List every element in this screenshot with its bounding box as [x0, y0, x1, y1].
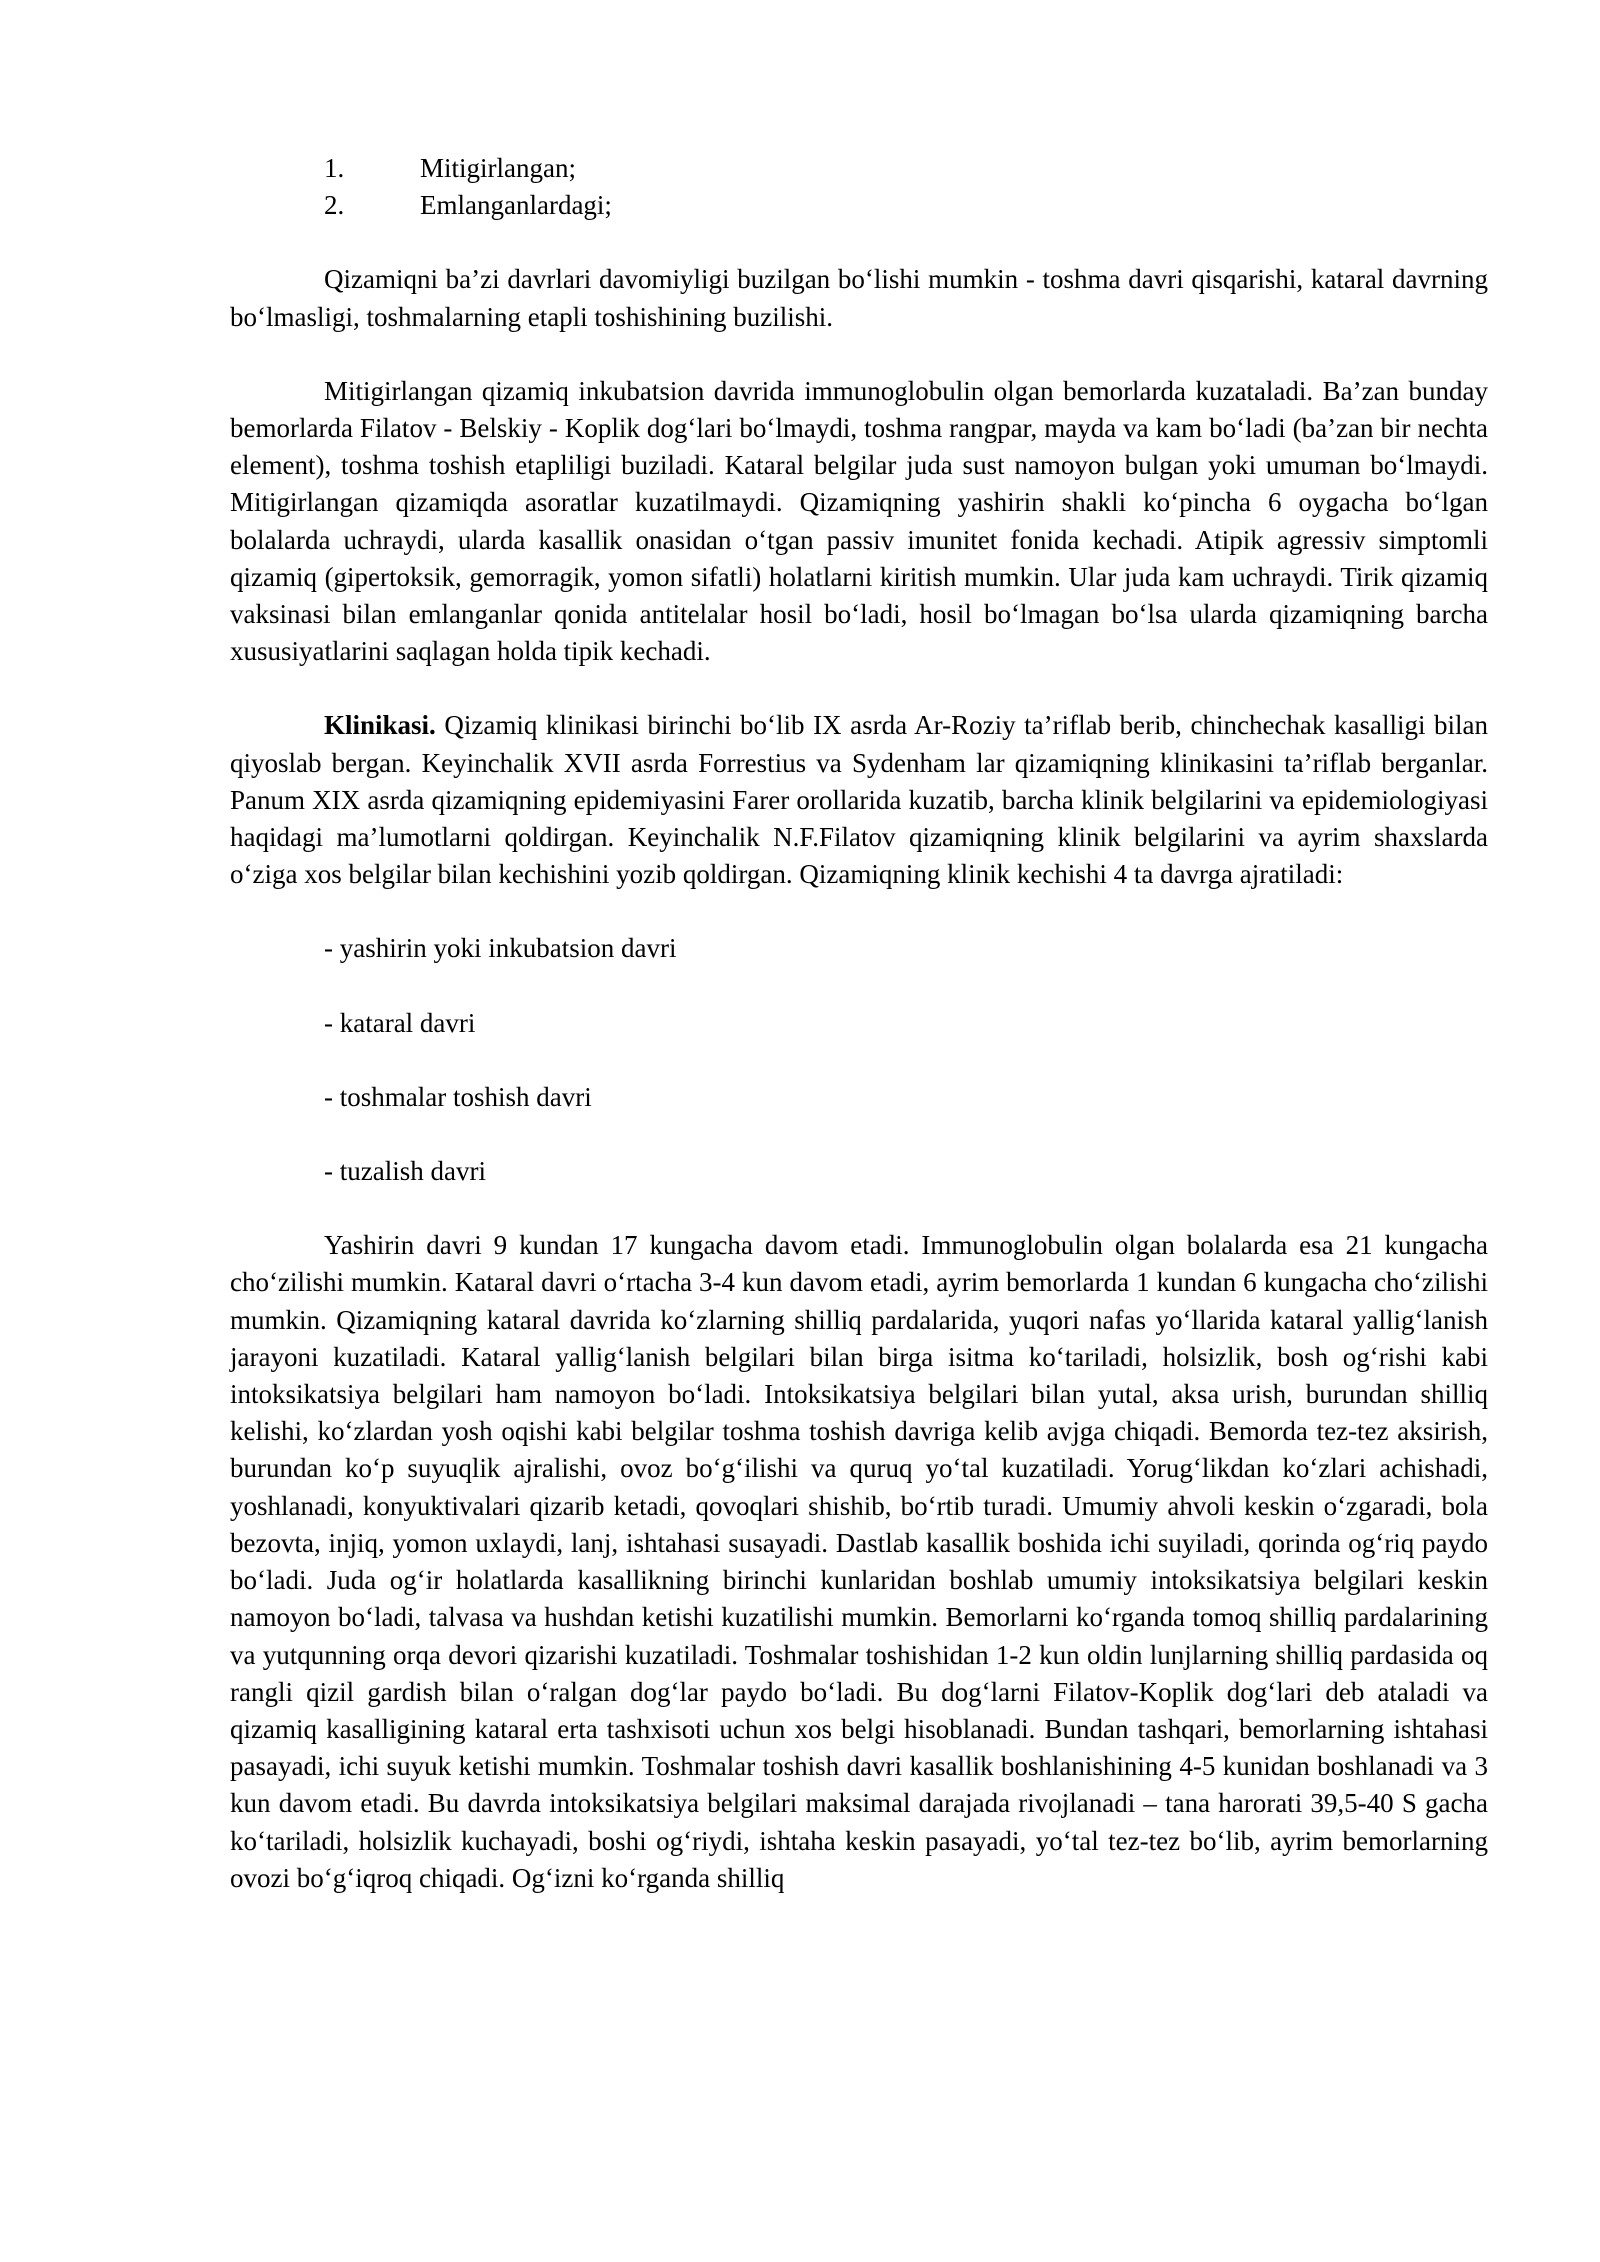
paragraph-period-disruption: Qizamiqni ba’zi davrlari davomiyligi buzilgan bo‘lishi mumkin - toshma davri qisqarishi, kataral davrning bo‘lmasligi, toshmalarning etapli toshishining buzilishi. [230, 264, 1488, 332]
list-item-text: Mitigirlangan; [420, 153, 576, 183]
period-item: - yashirin yoki inkubatsion davri [324, 933, 677, 964]
spacer [230, 1190, 1488, 1227]
numbered-list [324, 150, 1488, 224]
spacer [230, 1042, 1488, 1079]
spacer [230, 670, 1488, 707]
clinic-heading: Klinikasi. [324, 710, 436, 741]
paragraph-mitigated-measles: Mitigirlangan qizamiq inkubatsion davrida immunoglobulin olgan bemorlarda kuzataladi. Ba’zan bunday bemorlarda Filatov - Belskiy - Koplik dog‘lari bo‘lmaydi, toshma rangpar, mayda va kam bo‘ladi (ba’zan bir nechta element), toshma toshish etapliligi buziladi. Kataral belgilar juda sust namoyon bulgan yoki umuman bo‘lmaydi. Mitigirlangan qizamiqda asoratlar kuzatilmaydi. Qizamiqning yashirin shakli ko‘pincha 6 oygacha bo‘lgan bolalarda uchraydi, ularda kasallik onasidan o‘tgan passiv imunitet fonida kechadi. Atipik agressiv simptomli qizamiq (gipertoksik, gemorragik, yomon sifatli) holatlarni kiritish mumkin. Ular juda kam uchraydi. Tirik qizamiq vaksinasi bilan emlanganlar qonida antitelalar hosil bo‘ladi, hosil bo‘lmagan bo‘lsa ularda qizamiqning barcha xususiyatlarini saqlagan holda tipik kechadi. [230, 375, 1488, 667]
spacer [230, 224, 1488, 261]
list-item-text: Emlanganlardagi; [420, 190, 612, 221]
document-body [230, 150, 1488, 1897]
period-item: - kataral davri [324, 1007, 476, 1038]
list-number: 1. [324, 153, 345, 183]
list-number: 2. [324, 190, 345, 221]
spacer [230, 1116, 1488, 1153]
paragraph-incubation-and-catarrhal: Yashirin davri 9 kundan 17 kungacha davom etadi. Immunoglobulin olgan bolalarda esa 21 kungacha cho‘zilishi mumkin. Kataral davri o‘rtacha 3-4 kun davom etadi, ayrim bemorlarda 1 kundan 6 kungacha cho‘zilishi mumkin. Qizamiqning kataral davrida ko‘zlarning shilliq pardalarida, yuqori nafas yo‘llarida kataral yallig‘lanish jarayoni kuzatiladi. Kataral yallig‘lanish belgilari bilan birga isitma ko‘tariladi, holsizlik, bosh og‘rishi kabi intoksikatsiya belgilari ham namoyon bo‘ladi. Intoksikatsiya belgilari bilan yutal, aksa urish, burundan shilliq kelishi, ko‘zlardan yosh oqishi kabi belgilar toshma toshish davriga kelib avjga chiqadi. Bemorda tez-tez aksirish, burundan ko‘p suyuqlik ajralishi, ovoz bo‘g‘ilishi va quruq yo‘tal kuzatiladi. Yorug‘likdan ko‘zlari achishadi, yoshlanadi, konyuktivalari qizarib ketadi, qovoqlari shishib, bo‘rtib turadi. Umumiy ahvoli keskin o‘zgaradi, bola bezovta, injiq, yomon uxlaydi, lanj, ishtahasi susayadi. Dastlab kasallik boshida ichi suyiladi, qorinda og‘riq paydo bo‘ladi. Juda og‘ir holatlarda kasallikning birinchi kunlaridan boshlab umumiy intoksikatsiya belgilari keskin namoyon bo‘ladi, talvasa va hushdan ketishi kuzatilishi mumkin. Bemorlarni ko‘rganda tomoq shilliq pardalarining va yutqunning orqa devori qizarishi kuzatiladi. Toshmalar toshishidan 1-2 kun oldin lunjlarning shilliq pardasida oq rangli qizil gardish bilan o‘ralgan dog‘lar paydo bo‘ladi. Bu dog‘larni Filatov-Koplik dog‘lari deb ataladi va qizamiq kasalligining kataral erta tashxisoti uchun xos belgi hisoblanadi. Bundan tashqari, bemorlarning ishtahasi pasayadi, ichi suyuk ketishi mumkin. Toshmalar toshish davri kasallik boshlanishining 4-5 kunidan boshlanadi va 3 kun davom etadi. Bu davrda intoksikatsiya belgilari maksimal darajada rivojlanadi – tana harorati 39,5-40 S gacha ko‘tariladi, holsizlik kuchayadi, boshi og‘riydi, ishtaha keskin pasayadi, yo‘tal tez-tez bo‘lib, ayrim bemorlarning ovozi bo‘g‘iqroq chiqadi. Og‘izni ko‘rganda shilliq [230, 1230, 1488, 1893]
period-item: - tuzalish davri [324, 1156, 486, 1187]
paragraph-clinic [230, 707, 1488, 893]
spacer [230, 336, 1488, 373]
list-item [324, 187, 1488, 224]
period-item: - toshmalar toshish davri [324, 1081, 592, 1112]
spacer [230, 968, 1488, 1005]
spacer [230, 893, 1488, 930]
list-item [324, 150, 1488, 187]
clinic-text: Qizamiq klinikasi birinchi bo‘lib IX asrda Ar-Roziy ta’riflab berib, chinchechak kasalligi bilan qiyoslab bergan. Keyinchalik XVII asrda Forrestius va Sydenham lar qizamiqning klinikasini ta’riflab berganlar. Panum XIX asrda qizamiqning epidemiyasini Farer orollarida kuzatib, barcha klinik belgilarini va epidemiologiyasi haqidagi ma’lumotlarni qoldirgan. Keyinchalik N.F.Filatov qizamiqning klinik belgilarini va ayrim shaxslarda o‘ziga xos belgilar bilan kechishini yozib qoldirgan. Qizamiqning klinik kechishi 4 ta davrga ajratiladi: [230, 710, 1488, 890]
